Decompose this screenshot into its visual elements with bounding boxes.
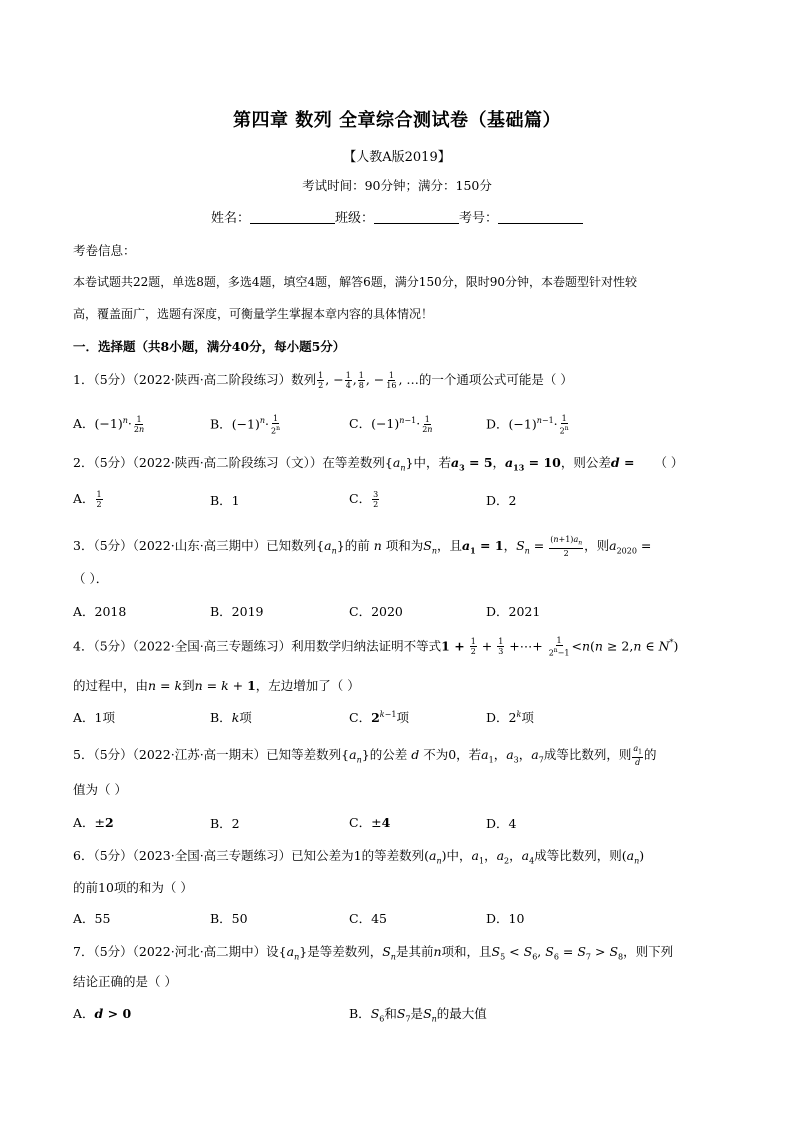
q3-option-b[interactable]: B．2019 <box>210 604 264 619</box>
section-heading: 一．选择题（共8小题，满分40分，每小题5分） <box>73 339 346 354</box>
q6-option-d[interactable]: D．10 <box>486 911 525 926</box>
number-field[interactable] <box>498 209 583 224</box>
q5-option-d[interactable]: D．4 <box>486 816 517 831</box>
question-6-stem: 6．（5分）（2023·全国·高三专题练习）已知公差为1的等差数列$(a_n)$中，$a_1$，$a_2$，$a_4$成等比数列，则$(a_n)$ <box>73 848 645 866</box>
q6-option-a[interactable]: A．55 <box>73 911 111 926</box>
page-title: 第四章 数列 全章综合测试卷（基础篇） <box>232 110 562 131</box>
question-1-stem: 1．（5分）（2022·陕西·高二阶段练习）数列 $\frac{1}{2}$ , − $\frac{1}{4}$ , $\frac{1}{8}$ , − $\frac{1}{16}$ , …的一个通项公式可能是（ ） <box>73 371 573 390</box>
q3-line-2: （ ）． <box>73 571 109 586</box>
exam-info: 考试时间：90分钟；满分：150分 <box>302 178 492 193</box>
q1-suffix: 的一个通项公式可能是（ ） <box>418 372 573 387</box>
q6-line-2: 的前10项的和为（ ） <box>73 880 193 895</box>
name-label: 姓名： <box>211 211 251 226</box>
q5-option-c[interactable]: C．±4 <box>349 815 391 830</box>
question-7-stem: 7．（5分）（2022·河北·高二期中）设$\{a_n\}$是等差数列，$S_n$是其前n项和，且$S_5 < S_6$, $S_6 = S_7 > S_8$，则下列 <box>73 944 674 962</box>
q4-option-b[interactable]: B．k项 <box>210 710 252 725</box>
q1-prefix: 1．（5分）（2022·陕西·高二阶段练习）数列 <box>73 372 317 387</box>
intro-heading: 考卷信息： <box>73 243 136 258</box>
q3-option-a[interactable]: A．2018 <box>73 604 127 619</box>
number-label: 考号： <box>459 211 499 226</box>
question-4-stem: 4．（5分）（2022·全国·高三专题练习）利用数学归纳法证明不等式1 + $\frac{1}{2}$ + $\frac{1}{3}$ +⋯+ $\frac{1}{2^n-1}$ <n(n ≥ 2,n ∈ N*) <box>73 636 679 658</box>
student-info-row <box>211 207 583 226</box>
class-label: 班级： <box>335 211 375 226</box>
q5-line-2: 值为（ ） <box>73 782 127 797</box>
q4-option-c[interactable]: C．$2^{k-1}$项 <box>349 709 409 725</box>
q2-option-d[interactable]: D．2 <box>486 493 517 508</box>
q6-option-c[interactable]: C．45 <box>349 911 387 926</box>
q1-option-d[interactable]: D．$(-1)^{n-1}\cdot$ $\frac{1}{2^n}$ <box>486 414 569 436</box>
class-field[interactable] <box>374 209 459 224</box>
question-5-stem: 5．（5分）（2022·江苏·高一期末）已知等差数列$\{a_n\}$的公差 d 不为0，若$a_1$，$a_3$，$a_7$成等比数列，则 $\frac{a_1}{d}$ 的 <box>73 744 657 767</box>
intro-line-2: 高，覆盖面广，选题有深度，可衡量学生掌握本章内容的具体情况！ <box>73 307 434 321</box>
q7-option-a[interactable]: A．d > 0 <box>73 1006 132 1021</box>
q3-option-c[interactable]: C．2020 <box>349 604 403 619</box>
question-2-stem: 2．（5分）（2022·陕西·高二阶段练习（文））在等差数列$\{a_n\}$中，若$a_3 = 5$，$a_{13} = 10$，则公差d = （ ） <box>73 455 684 473</box>
q2-option-a[interactable]: A． $\frac{1}{2}$ <box>73 490 102 509</box>
q4-option-d[interactable]: D．2$^k$项 <box>486 709 534 725</box>
q5-option-b[interactable]: B．2 <box>210 816 240 831</box>
q1-option-b[interactable]: B．$(-1)^n\cdot$ $\frac{1}{2^n}$ <box>210 414 280 436</box>
edition-label: 【人教A版2019】 <box>343 150 451 165</box>
q2-option-b[interactable]: B．1 <box>210 493 240 508</box>
q6-option-b[interactable]: B．50 <box>210 911 248 926</box>
q7-option-b[interactable]: B．$S_6$和$S_7$是$S_n$的最大值 <box>349 1006 487 1024</box>
q1-option-c[interactable]: C．$(-1)^{n-1}\cdot$ $\frac{1}{2n}$ <box>349 415 433 434</box>
intro-line-1: 本卷试题共22题，单选8题，多选4题，填空4题，解答6题，满分150分，限时90分钟，本卷题型针对性较 <box>73 275 637 289</box>
q5-option-a[interactable]: A．±2 <box>73 815 114 830</box>
q2-option-c[interactable]: C． $\frac{3}{2}$ <box>349 490 379 509</box>
name-field[interactable] <box>250 209 335 224</box>
q7-line-2: 结论正确的是（ ） <box>73 974 177 989</box>
q4-line-2: 的过程中，由n = k到n = k + 1，左边增加了（ ） <box>73 678 360 693</box>
q3-option-d[interactable]: D．2021 <box>486 604 541 619</box>
q4-option-a[interactable]: A．1项 <box>73 710 115 725</box>
q1-option-a[interactable]: A．$(-1)^n\cdot$ $\frac{1}{2n}$ <box>73 415 145 434</box>
question-3-stem: 3．（5分）（2022·山东·高三期中）已知数列$\{a_n\}$的前 n 项和为$S_n$，且$a_1 = 1$，$S_n$ = $\frac{(n+1)a_n}{2}$ ，则$a_{2020}$ = <box>73 535 652 558</box>
